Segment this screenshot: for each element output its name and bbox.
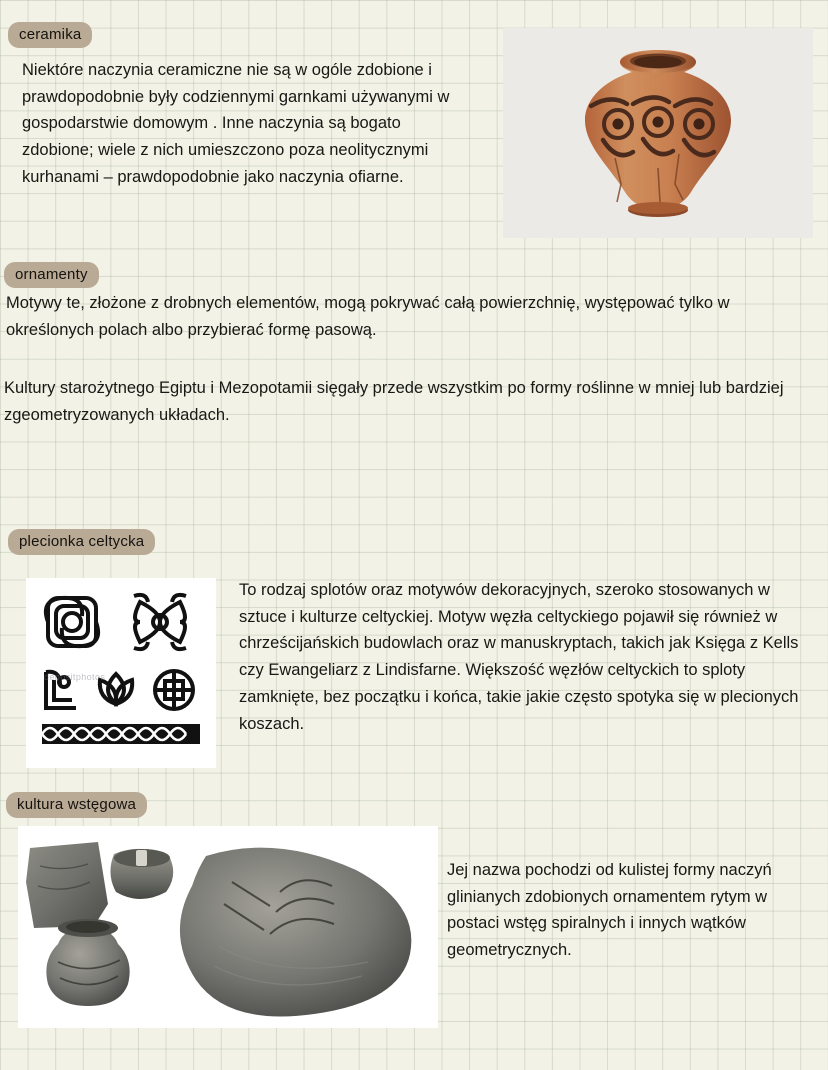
ornamenty-paragraph-1: Motywy te, złożone z drobnych elementów, mogą pokrywać całą powierzchnię, występować tylko w określonych polach albo przybierać formę pasową.	[6, 294, 730, 339]
kultura-wstegowa-paragraph: Jej nazwa pochodzi od kulistej formy naczyń glinianych zdobionych ornamentem rytym w postaci wstęg spiralnych i innych wątków geometrycznych.	[447, 861, 772, 960]
section-tag-plecionka-celtycka: plecionka celtycka	[8, 529, 155, 555]
plecionka-paragraph: To rodzaj splotów oraz motywów dekoracyjnych, szeroko stosowanych w sztuce i kulturze celtyckiej. Motyw węzła celtyckiego pojawił się również w chrześcijańskich budowlach oraz w manuskryptach, takich jak Księga z Kells czy Ewangeliarz z Lindisfarne. Większość węzłów celtyckich to sploty zamknięte, bez początku i końca, takie jakie często spotyka się w plecionych koszach.	[239, 581, 799, 733]
image-watermark: depositphotos	[44, 672, 106, 682]
celtic-knot-illustration	[26, 578, 216, 768]
section-tag-ornamenty: ornamenty	[4, 262, 99, 288]
pottery-photo-illustration	[18, 826, 438, 1028]
vessel-illustration	[503, 28, 813, 238]
section-tag-kultura-wstegowa: kultura wstęgowa	[6, 792, 147, 818]
section-tag-ceramika: ceramika	[8, 22, 92, 48]
ornamenty-paragraph-2: Kultury starożytnego Egiptu i Mezopotamii sięgały przede wszystkim po formy roślinne w mniej lub bardziej zgeometryzowanych układach.	[4, 379, 784, 424]
neolithic-painted-vessel-photo	[503, 28, 813, 238]
celtic-knot-patterns-sheet	[26, 578, 216, 768]
linear-pottery-vessels-photo	[18, 826, 438, 1028]
ceramika-paragraph: Niektóre naczynia ceramiczne nie są w ogóle zdobione i prawdopodobnie były codziennymi garnkami używanymi w gospodarstwie domowym . Inne naczynia są bogato zdobione; wiele z nich umieszczono poza neolitycznymi kurhanami – prawdopodobnie jako naczynia ofiarne.	[22, 61, 450, 186]
